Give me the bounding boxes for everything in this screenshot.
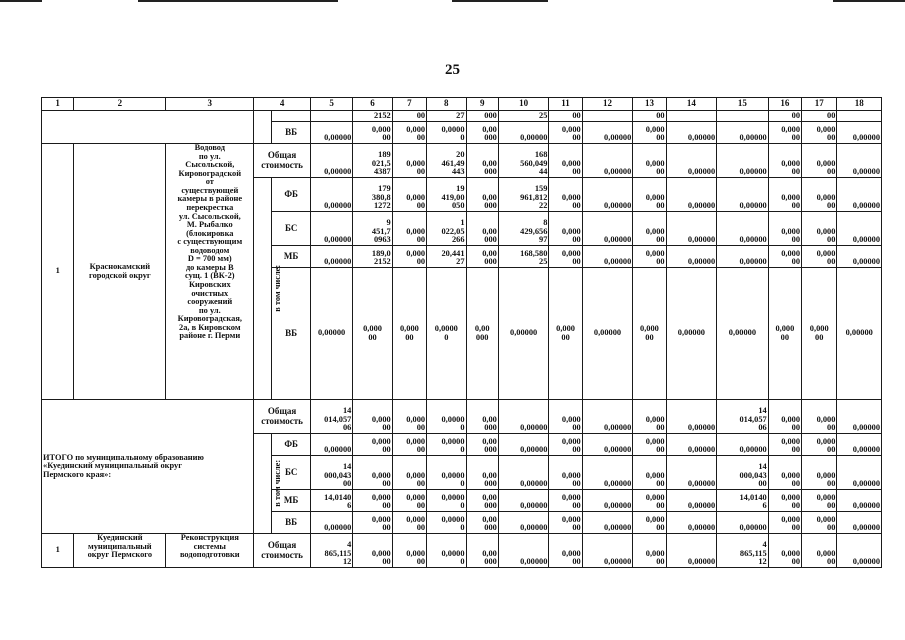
col-header: 9 <box>466 98 498 111</box>
value-cell: 14 000,043 00 <box>310 456 352 490</box>
value-cell: 0,000 00 <box>768 268 801 400</box>
page-number: 25 <box>445 62 460 78</box>
value-cell: 0,000 00 <box>392 512 426 534</box>
value-cell: 0,000 00 <box>353 434 392 456</box>
value-cell: 0,000 00 <box>549 178 582 212</box>
value-cell: 0,000 00 <box>392 434 426 456</box>
value-cell: 0,00 000 <box>466 268 498 400</box>
value-cell: 0,00000 <box>717 178 769 212</box>
value-cell: 0,00000 <box>837 512 882 534</box>
budget-table <box>41 97 882 568</box>
value-cell: 0,00000 <box>582 434 633 456</box>
value-cell: 0,00000 <box>666 212 717 246</box>
empty-cell <box>42 111 254 144</box>
value-cell: 0,00 000 <box>466 400 498 434</box>
value-cell: 0,00000 <box>837 122 882 144</box>
value-cell: 0,000 00 <box>768 512 801 534</box>
value-cell: 0,00000 <box>666 268 717 400</box>
value-cell: 4 865,115 12 <box>310 534 352 568</box>
value-cell: 189,0 2152 <box>353 246 392 268</box>
object-description: Реконструкция системы водоподготовки <box>166 534 254 568</box>
value-cell: 168,580 25 <box>498 246 549 268</box>
value-cell: 0,00000 <box>666 512 717 534</box>
col-header: 13 <box>633 98 666 111</box>
value-cell: 0,000 00 <box>802 534 837 568</box>
col-header: 8 <box>427 98 466 111</box>
value-cell: 0,00000 <box>498 456 549 490</box>
in-that-label: в том числе: <box>273 460 283 507</box>
empty-cell <box>272 111 310 122</box>
value-cell: 0,00000 <box>498 268 549 400</box>
value-cell: 0,000 00 <box>633 400 666 434</box>
value-cell: 0,000 00 <box>768 122 801 144</box>
value-cell: 0,00000 <box>498 512 549 534</box>
value-cell <box>717 111 769 122</box>
col-header: 18 <box>837 98 882 111</box>
itogo-label: ИТОГО по муниципальному образованию «Куединский муниципальный округ Пермского края»: <box>42 400 254 534</box>
value-cell: 9 451,7 0963 <box>353 212 392 246</box>
col-header: 17 <box>802 98 837 111</box>
value-cell: 0,000 00 <box>768 490 801 512</box>
value-cell: 0,000 00 <box>353 534 392 568</box>
value-cell <box>582 111 633 122</box>
total-cost-label: Общая стоимость <box>254 534 311 568</box>
value-cell: 00 <box>802 111 837 122</box>
value-cell: 0,000 00 <box>633 122 666 144</box>
total-cost-label: Общая стоимость <box>254 400 311 434</box>
value-cell: 000 <box>466 111 498 122</box>
value-cell: 0,000 00 <box>633 212 666 246</box>
col-header: 5 <box>310 98 352 111</box>
value-cell: 0,00000 <box>582 400 633 434</box>
value-cell: 14,0140 6 <box>310 490 352 512</box>
table-row <box>42 111 882 122</box>
value-cell: 0,000 00 <box>549 512 582 534</box>
value-cell <box>666 111 717 122</box>
col-header: 12 <box>582 98 633 111</box>
value-cell: 0,000 00 <box>802 512 837 534</box>
bs-label: БС <box>272 456 310 490</box>
value-cell: 0,000 00 <box>549 490 582 512</box>
value-cell: 8 429,656 97 <box>498 212 549 246</box>
value-cell: 0,000 00 <box>802 400 837 434</box>
value-cell: 0,000 00 <box>353 490 392 512</box>
value-cell: 0,00000 <box>310 178 352 212</box>
value-cell: 0,00000 <box>498 534 549 568</box>
table-row <box>42 144 882 178</box>
value-cell: 0,000 00 <box>802 456 837 490</box>
value-cell: 0,00000 <box>717 144 769 178</box>
bs-label: БС <box>272 212 310 246</box>
value-cell: 0,00000 <box>666 456 717 490</box>
col-header: 3 <box>166 98 254 111</box>
value-cell: 0,000 00 <box>802 122 837 144</box>
value-cell: 0,00000 <box>837 434 882 456</box>
value-cell: 0,000 00 <box>633 268 666 400</box>
value-cell: 0,00000 <box>310 144 352 178</box>
value-cell: 0,00000 <box>717 512 769 534</box>
value-cell: 0,000 00 <box>768 434 801 456</box>
value-cell: 0,00 000 <box>466 456 498 490</box>
value-cell: 0,00000 <box>582 490 633 512</box>
value-cell: 0,00000 <box>582 178 633 212</box>
table-row <box>42 98 882 111</box>
value-cell: 0,000 00 <box>633 534 666 568</box>
value-cell: 0,00000 <box>837 400 882 434</box>
value-cell: 0,000 00 <box>768 212 801 246</box>
value-cell: 20,441 27 <box>427 246 466 268</box>
value-cell: 0,00000 <box>498 400 549 434</box>
value-cell: 159 961,812 22 <box>498 178 549 212</box>
col-header: 14 <box>666 98 717 111</box>
value-cell: 0,000 00 <box>768 144 801 178</box>
value-cell: 14 014,057 06 <box>310 400 352 434</box>
value-cell: 0,000 00 <box>549 268 582 400</box>
value-cell: 0,00000 <box>717 122 769 144</box>
municipality-name: Краснокамский городской округ <box>74 144 166 400</box>
value-cell: 0,0000 0 <box>427 268 466 400</box>
value-cell: 0,00000 <box>666 434 717 456</box>
value-cell <box>837 111 882 122</box>
value-cell: 0,000 00 <box>353 512 392 534</box>
value-cell: 00 <box>768 111 801 122</box>
value-cell: 0,000 00 <box>768 456 801 490</box>
value-cell: 0,00000 <box>582 456 633 490</box>
value-cell: 0,000 00 <box>392 268 426 400</box>
value-cell: 0,0000 0 <box>427 534 466 568</box>
row-number: 1 <box>42 144 74 400</box>
value-cell: 0,00000 <box>666 246 717 268</box>
value-cell: 0,000 00 <box>768 400 801 434</box>
value-cell: 168 560,049 44 <box>498 144 549 178</box>
value-cell: 0,000 00 <box>353 122 392 144</box>
value-cell: 189 021,5 4387 <box>353 144 392 178</box>
value-cell: 0,0000 0 <box>427 512 466 534</box>
value-cell: 0,0000 0 <box>427 122 466 144</box>
value-cell: 0,00000 <box>582 268 633 400</box>
vb-label: ВБ <box>272 512 310 534</box>
value-cell: 0,00000 <box>717 212 769 246</box>
value-cell: 14 000,043 00 <box>717 456 769 490</box>
value-cell: 0,00000 <box>837 456 882 490</box>
value-cell: 0,00 000 <box>466 512 498 534</box>
col-header: 10 <box>498 98 549 111</box>
empty-cell <box>254 111 272 144</box>
value-cell: 0,000 00 <box>549 212 582 246</box>
value-cell: 0,00000 <box>498 122 549 144</box>
value-cell: 0,000 00 <box>392 490 426 512</box>
value-cell: 0,00 000 <box>466 534 498 568</box>
value-cell: 0,000 00 <box>392 144 426 178</box>
value-cell: 0,00000 <box>310 122 352 144</box>
value-cell: 0,000 00 <box>392 534 426 568</box>
col-header: 2 <box>74 98 166 111</box>
value-cell: 20 461,49 443 <box>427 144 466 178</box>
col-header: 16 <box>768 98 801 111</box>
value-cell: 0,00000 <box>582 122 633 144</box>
value-cell: 0,00000 <box>582 534 633 568</box>
value-cell <box>310 111 352 122</box>
col-header: 1 <box>42 98 74 111</box>
fb-label: ФБ <box>272 434 310 456</box>
value-cell: 0,00000 <box>310 246 352 268</box>
value-cell: 0,000 00 <box>633 144 666 178</box>
value-cell: 0,000 00 <box>353 400 392 434</box>
value-cell: 0,00000 <box>717 268 769 400</box>
value-cell: 0,00000 <box>582 144 633 178</box>
value-cell: 0,000 00 <box>802 246 837 268</box>
value-cell: 0,000 00 <box>802 178 837 212</box>
value-cell: 0,000 00 <box>392 178 426 212</box>
value-cell: 0,000 00 <box>802 268 837 400</box>
value-cell: 0,0000 0 <box>427 434 466 456</box>
value-cell: 0,000 00 <box>392 122 426 144</box>
value-cell: 0,00000 <box>837 268 882 400</box>
value-cell: 0,0000 0 <box>427 490 466 512</box>
value-cell: 0,0000 0 <box>427 456 466 490</box>
value-cell: 0,000 00 <box>802 490 837 512</box>
value-cell: 0,00000 <box>498 434 549 456</box>
col-header: 6 <box>353 98 392 111</box>
value-cell: 0,00000 <box>837 490 882 512</box>
value-cell: 00 <box>549 111 582 122</box>
total-cost-label: Общая стоимость <box>254 144 311 178</box>
value-cell: 0,00 000 <box>466 246 498 268</box>
value-cell: 0,000 00 <box>392 400 426 434</box>
table-row <box>42 400 882 434</box>
value-cell: 0,000 00 <box>549 456 582 490</box>
value-cell: 1 022,05 266 <box>427 212 466 246</box>
value-cell: 0,000 00 <box>802 144 837 178</box>
value-cell: 0,000 00 <box>768 246 801 268</box>
value-cell: 0,000 00 <box>768 534 801 568</box>
value-cell: 0,000 00 <box>549 246 582 268</box>
value-cell: 0,000 00 <box>353 456 392 490</box>
value-cell: 0,00 000 <box>466 144 498 178</box>
value-cell: 0,00000 <box>498 490 549 512</box>
vb-label: ВБ <box>272 122 310 144</box>
row-number: 1 <box>42 534 74 568</box>
value-cell: 0,00000 <box>582 212 633 246</box>
value-cell: 0,000 00 <box>802 212 837 246</box>
value-cell: 0,00 000 <box>466 490 498 512</box>
value-cell: 0,00000 <box>837 144 882 178</box>
value-cell: 0,00 000 <box>466 178 498 212</box>
value-cell: 19 419,00 050 <box>427 178 466 212</box>
value-cell: 14,0140 6 <box>717 490 769 512</box>
value-cell: 0,00000 <box>717 434 769 456</box>
value-cell: 0,000 00 <box>768 178 801 212</box>
value-cell: 0,00000 <box>310 268 352 400</box>
value-cell: 0,00 000 <box>466 212 498 246</box>
value-cell: 0,000 00 <box>633 512 666 534</box>
value-cell: 0,000 00 <box>392 246 426 268</box>
value-cell: 179 380,8 1272 <box>353 178 392 212</box>
value-cell: 0,00000 <box>837 212 882 246</box>
value-cell: 0,00000 <box>837 534 882 568</box>
value-cell: 25 <box>498 111 549 122</box>
value-cell: 0,000 00 <box>549 122 582 144</box>
value-cell: 4 865,115 12 <box>717 534 769 568</box>
value-cell: 0,00000 <box>310 512 352 534</box>
value-cell: 0,000 00 <box>549 144 582 178</box>
table-row <box>42 534 882 568</box>
value-cell: 00 <box>633 111 666 122</box>
value-cell: 0,00000 <box>717 246 769 268</box>
value-cell: 0,00000 <box>666 178 717 212</box>
value-cell: 0,000 00 <box>549 400 582 434</box>
value-cell: 0,000 00 <box>802 434 837 456</box>
in-that-cell <box>254 434 283 534</box>
value-cell: 0,000 00 <box>633 456 666 490</box>
col-header: 11 <box>549 98 582 111</box>
in-that-cell <box>254 178 283 400</box>
value-cell: 0,000 00 <box>392 212 426 246</box>
col-header: 15 <box>717 98 769 111</box>
value-cell: 0,000 00 <box>353 268 392 400</box>
value-cell: 2152 <box>353 111 392 122</box>
value-cell: 14 014,057 06 <box>717 400 769 434</box>
value-cell: 0,00000 <box>666 144 717 178</box>
value-cell: 0,000 00 <box>392 456 426 490</box>
value-cell: 0,00000 <box>837 246 882 268</box>
vb-label: ВБ <box>272 268 310 400</box>
value-cell: 0,000 00 <box>549 534 582 568</box>
value-cell: 0,00000 <box>837 178 882 212</box>
mb-label: МБ <box>272 246 310 268</box>
value-cell: 0,00000 <box>666 490 717 512</box>
mb-label: МБ <box>272 490 310 512</box>
value-cell: 0,00000 <box>582 512 633 534</box>
value-cell: 0,00000 <box>310 434 352 456</box>
col-header: 4 <box>254 98 311 111</box>
value-cell: 27 <box>427 111 466 122</box>
in-that-label: в том числе: <box>273 265 283 312</box>
municipality-name: Куединский муниципальный округ Пермского <box>74 534 166 568</box>
fb-label: ФБ <box>272 178 310 212</box>
object-description: Водовод по ул. Сысольской, Кировоградской от существующей камеры в районе перекрестка ул. Сысольской, М. Рыбалко (блокировка с существующим водоводом D = 700 мм) до камеры В сущ. 1 (ВК-2) Кировских очистных сооружений по ул. Кировоградская, 2а, в Кировском районе г. Перми <box>166 144 254 400</box>
value-cell: 0,000 00 <box>633 246 666 268</box>
value-cell: 0,000 00 <box>633 178 666 212</box>
value-cell: 0,0000 0 <box>427 400 466 434</box>
value-cell: 0,00000 <box>666 400 717 434</box>
value-cell: 0,000 00 <box>633 434 666 456</box>
col-header: 7 <box>392 98 426 111</box>
value-cell: 00 <box>392 111 426 122</box>
value-cell: 0,000 00 <box>633 490 666 512</box>
value-cell: 0,00000 <box>310 212 352 246</box>
value-cell: 0,00000 <box>666 122 717 144</box>
value-cell: 0,00 000 <box>466 434 498 456</box>
value-cell: 0,00 000 <box>466 122 498 144</box>
value-cell: 0,00000 <box>666 534 717 568</box>
value-cell: 0,00000 <box>582 246 633 268</box>
value-cell: 0,000 00 <box>549 434 582 456</box>
